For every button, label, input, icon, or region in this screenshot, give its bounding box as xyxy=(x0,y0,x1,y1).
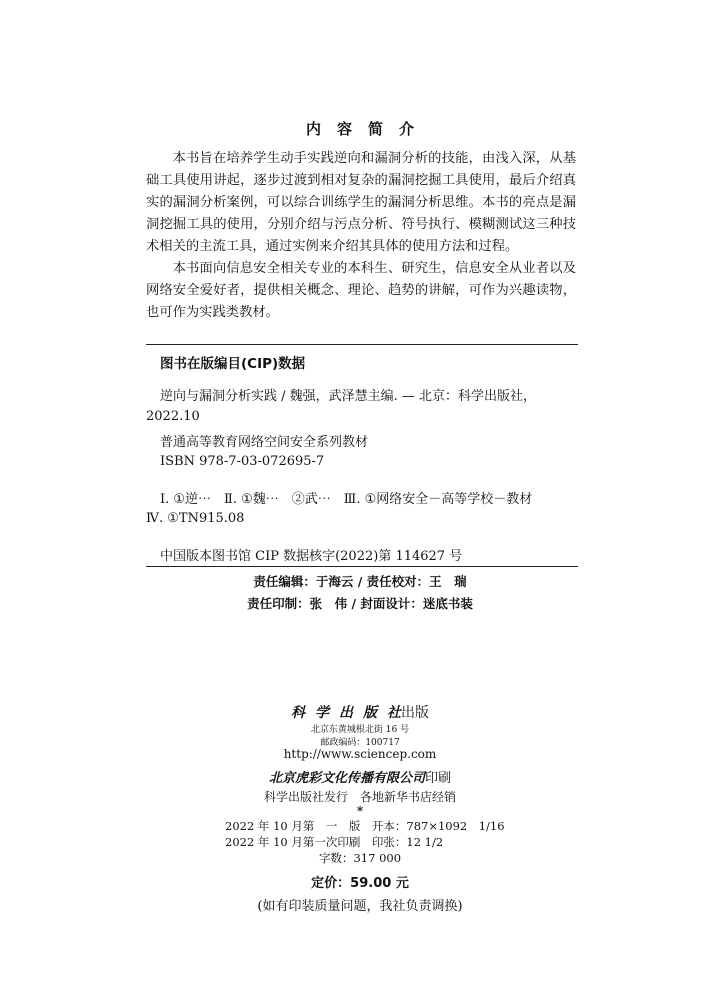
cip-classification-1: Ⅰ. ①逆⋯ Ⅱ. ①魏⋯ ②武⋯ Ⅲ. ①网络安全－高等学校－教材 xyxy=(160,492,533,507)
cip-verify-number: 中国版本图书馆 CIP 数据核字(2022)第 114627 号 xyxy=(160,549,463,564)
summary-body xyxy=(146,148,576,324)
edition-info: 2022 年 10 月第 一 版 xyxy=(225,819,361,833)
price: 定价：59.00 元 xyxy=(311,876,409,891)
summary-paragraph: 本书面向信息安全相关专业的本科生、研究生，信息安全从业者以及网络安全爱好者，提供相关概念、理论、趋势的讲解，可作为兴趣读物，也可作为实践类教材。 xyxy=(146,261,576,320)
printer-name: 北京虎彩文化传播有限公司 xyxy=(268,771,425,786)
edition-line xyxy=(225,818,505,834)
credits-print-line: 责任印制：张 伟 / 封面设计：迷底书装 xyxy=(247,596,473,611)
cip-heading: 图书在版编目(CIP)数据 xyxy=(160,356,306,372)
publisher-name-suffix: 社 xyxy=(387,705,401,721)
summary-paragraph: 本书旨在培养学生动手实践逆向和漏洞分析的技能，由浅入深，从基础工具使用讲起，逐步过渡到相对复杂的漏洞挖掘工具使用，最后介绍真实的漏洞分析案例，可以综合训练学生的漏洞分析思维。本书的亮点是漏洞挖掘工具的使用，分别介绍与污点分析、符号执行、模糊测试这三种技术相关的主流工具，通过实例来介绍其具体的使用方法和过程。 xyxy=(146,151,576,254)
word-count: 字数：317 000 xyxy=(318,851,402,865)
publisher-tag: 出版 xyxy=(401,705,429,721)
publisher-url: http://www.sciencep.com xyxy=(283,747,437,761)
printing-line xyxy=(225,834,443,850)
credits-editor-line: 责任编辑：于海云 / 责任校对：王 瑞 xyxy=(253,574,467,589)
publisher-postcode: 邮政编码：100717 xyxy=(320,738,400,748)
quality-note: (如有印装质量问题，我社负责调换) xyxy=(257,899,463,914)
printing-info: 2022 年 10 月第一次印刷 xyxy=(225,835,361,849)
sheets-info: 印张：12 1/2 xyxy=(371,835,444,849)
publisher-line xyxy=(0,702,720,722)
cip-isbn: ISBN 978-7-03-072695-7 xyxy=(160,454,325,469)
publisher-address: 北京东黄城根北街 16 号 xyxy=(310,725,410,735)
cip-top-rule xyxy=(146,344,578,345)
cip-classification-2: Ⅳ. ①TN915.08 xyxy=(146,511,245,526)
publisher-name: 科学出版 xyxy=(291,705,387,721)
cip-title-line: 逆向与漏洞分析实践 / 魏强，武泽慧主编. — 北京：科学出版社， xyxy=(160,389,537,404)
cip-series: 普通高等教育网络空间安全系列教材 xyxy=(160,435,369,450)
cip-bottom-rule xyxy=(146,566,578,567)
summary-title: 内容简介 xyxy=(305,120,430,138)
separator-star: * xyxy=(356,804,364,818)
format-info: 开本：787×1092 1/16 xyxy=(371,819,505,833)
printer-line xyxy=(0,767,720,786)
distribution-line: 科学出版社发行 各地新华书店经销 xyxy=(263,790,456,804)
printer-tag: 印刷 xyxy=(425,771,452,786)
cip-year: 2022.10 xyxy=(146,409,200,424)
